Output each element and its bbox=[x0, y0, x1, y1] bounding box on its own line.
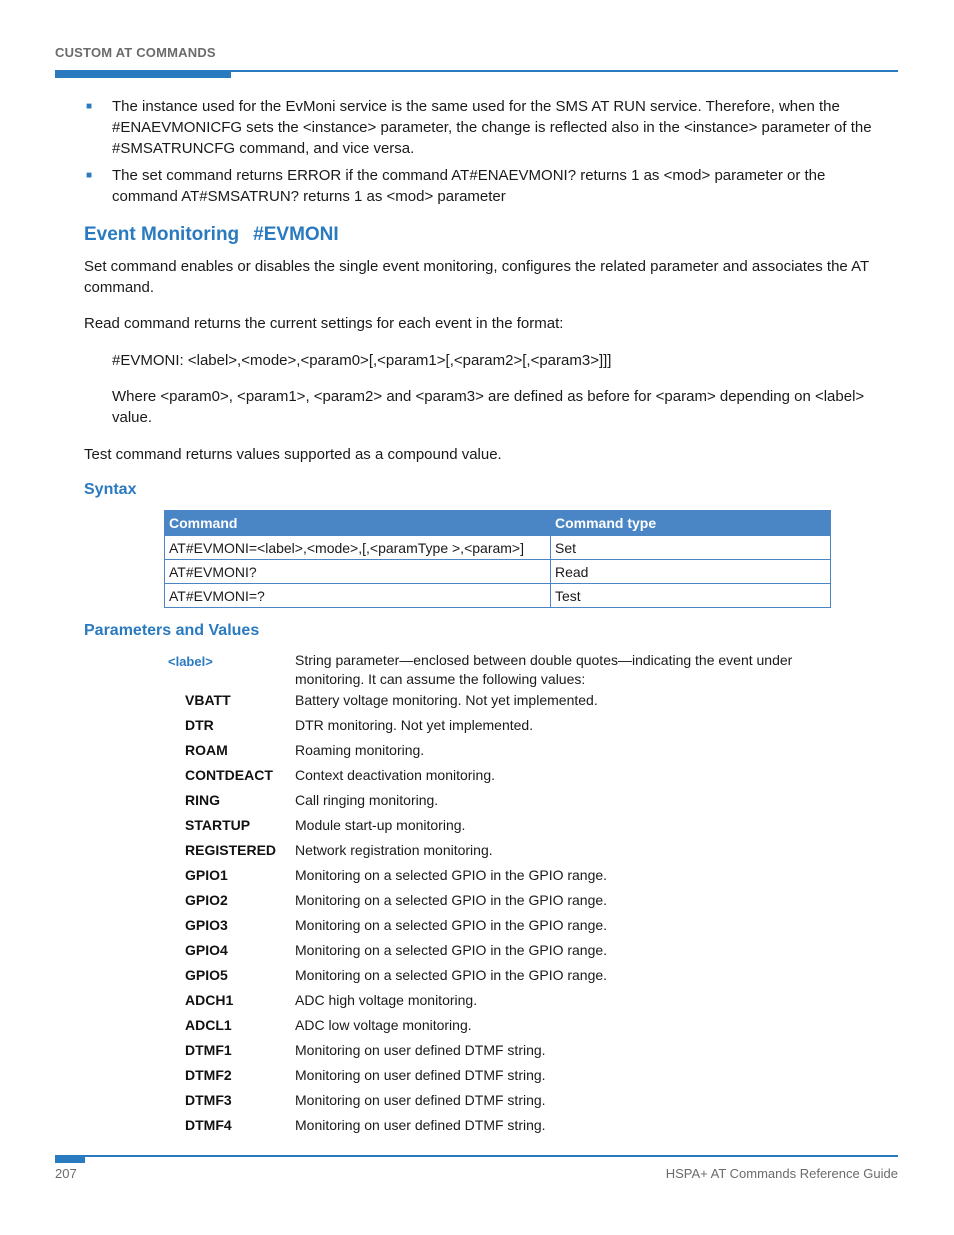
page-number: 207 bbox=[55, 1166, 77, 1181]
list-item bbox=[185, 1067, 885, 1092]
value-name: DTMF2 bbox=[185, 1067, 232, 1083]
table-row bbox=[165, 536, 831, 560]
value-name: DTMF1 bbox=[185, 1042, 232, 1058]
section-command: #EVMONI bbox=[253, 224, 339, 245]
read-format: #EVMONI: <label>,<mode>,<param0>[,<param1>[,<param2>[,<param3>]]] bbox=[112, 352, 612, 369]
command-cell: AT#EVMONI=<label>,<mode>,[,<paramType >,<param>] bbox=[165, 536, 551, 560]
syntax-table bbox=[164, 510, 831, 608]
value-name: RING bbox=[185, 792, 220, 808]
list-item bbox=[185, 842, 885, 867]
list-item bbox=[185, 767, 885, 792]
value-description: Network registration monitoring. bbox=[295, 842, 493, 858]
value-name: DTMF3 bbox=[185, 1092, 232, 1108]
value-name: DTMF4 bbox=[185, 1117, 232, 1133]
value-description: Monitoring on a selected GPIO in the GPIO range. bbox=[295, 867, 608, 883]
value-name: REGISTERED bbox=[185, 842, 277, 858]
set-description: Set command enables or disables the single event monitoring, configures the related parameter and associates the AT command. bbox=[84, 258, 869, 296]
value-name: ADCL1 bbox=[185, 1017, 232, 1033]
running-header: CUSTOM AT COMMANDS bbox=[55, 45, 216, 60]
note-2: The set command returns ERROR if the command AT#ENAEVMONI? returns 1 as <mod> parameter or the command AT#SMSATRUN? returns 1 as <mod> parameter bbox=[112, 167, 826, 205]
value-description: ADC high voltage monitoring. bbox=[295, 992, 478, 1008]
table-header-row bbox=[165, 511, 831, 536]
list-item bbox=[185, 892, 885, 917]
parameters-heading: Parameters and Values bbox=[84, 622, 260, 639]
value-name: DTR bbox=[185, 717, 214, 733]
value-name: GPIO4 bbox=[185, 942, 228, 958]
test-description: Test command returns values supported as a compound value. bbox=[84, 446, 502, 463]
value-description: Call ringing monitoring. bbox=[295, 792, 439, 808]
value-description: Monitoring on a selected GPIO in the GPIO range. bbox=[295, 917, 608, 933]
param-label-description: String parameter—enclosed between double quotes—indicating the event under monitoring. It can assume the following values: bbox=[295, 652, 793, 687]
list-item bbox=[185, 1042, 885, 1067]
command-type-cell: Read bbox=[551, 560, 831, 584]
section-title-text: Event Monitoring bbox=[84, 224, 240, 245]
command-type-cell: Test bbox=[551, 584, 831, 608]
value-description: Monitoring on a selected GPIO in the GPIO range. bbox=[295, 892, 608, 908]
table-row bbox=[165, 560, 831, 584]
list-item bbox=[185, 817, 885, 842]
value-description: DTR monitoring. Not yet implemented. bbox=[295, 717, 534, 733]
column-header: Command type bbox=[551, 511, 831, 536]
value-description: Context deactivation monitoring. bbox=[295, 767, 495, 783]
value-description: Monitoring on user defined DTMF string. bbox=[295, 1117, 546, 1133]
command-type-cell: Set bbox=[551, 536, 831, 560]
list-item bbox=[185, 792, 885, 817]
value-description: Roaming monitoring. bbox=[295, 742, 425, 758]
list-item bbox=[185, 742, 885, 767]
value-name: GPIO1 bbox=[185, 867, 228, 883]
list-item bbox=[185, 1017, 885, 1042]
footer-accent-block bbox=[55, 1155, 85, 1163]
value-name: GPIO3 bbox=[185, 917, 228, 933]
value-description: Module start-up monitoring. bbox=[295, 817, 466, 833]
note-1: The instance used for the EvMoni service is the same used for the SMS AT RUN service. Therefore, when the #ENAEVMONICFG sets the <instance> parameter, the change is reflected also in the <instance> parameter of the #SMSATRUNCFG command, and vice versa. bbox=[112, 98, 872, 157]
param-label-name: <label> bbox=[168, 654, 213, 669]
value-name: STARTUP bbox=[185, 817, 251, 833]
list-item bbox=[185, 942, 885, 967]
value-name: CONTDEACT bbox=[185, 767, 273, 783]
value-description: Monitoring on a selected GPIO in the GPIO range. bbox=[295, 967, 608, 983]
command-cell: AT#EVMONI? bbox=[165, 560, 551, 584]
list-item bbox=[185, 717, 885, 742]
table-row bbox=[165, 584, 831, 608]
square-bullet-icon: ■ bbox=[86, 101, 93, 112]
list-item bbox=[185, 917, 885, 942]
value-description: Monitoring on a selected GPIO in the GPIO range. bbox=[295, 942, 608, 958]
command-cell: AT#EVMONI=? bbox=[165, 584, 551, 608]
list-item bbox=[185, 692, 885, 717]
list-item bbox=[185, 867, 885, 892]
value-description: ADC low voltage monitoring. bbox=[295, 1017, 472, 1033]
value-description: Monitoring on user defined DTMF string. bbox=[295, 1067, 546, 1083]
square-bullet-icon: ■ bbox=[86, 170, 93, 181]
value-name: GPIO5 bbox=[185, 967, 228, 983]
where-description: Where <param0>, <param1>, <param2> and <param3> are defined as before for <param> depending on <label> value. bbox=[112, 388, 865, 426]
value-name: ROAM bbox=[185, 742, 228, 758]
value-description: Monitoring on user defined DTMF string. bbox=[295, 1092, 546, 1108]
list-item bbox=[185, 992, 885, 1017]
footer-rule bbox=[55, 1155, 898, 1157]
value-name: VBATT bbox=[185, 692, 231, 708]
value-name: GPIO2 bbox=[185, 892, 228, 908]
column-header: Command bbox=[165, 511, 551, 536]
syntax-heading: Syntax bbox=[84, 481, 137, 498]
header-accent-block bbox=[55, 70, 231, 78]
list-item bbox=[185, 967, 885, 992]
list-item bbox=[185, 1117, 885, 1142]
document-title: HSPA+ AT Commands Reference Guide bbox=[665, 1166, 898, 1181]
value-name: ADCH1 bbox=[185, 992, 234, 1008]
list-item bbox=[185, 1092, 885, 1117]
value-description: Battery voltage monitoring. Not yet implemented. bbox=[295, 692, 598, 708]
value-description: Monitoring on user defined DTMF string. bbox=[295, 1042, 546, 1058]
section-title bbox=[84, 224, 339, 246]
parameter-values-list bbox=[185, 692, 885, 1142]
read-description: Read command returns the current settings for each event in the format: bbox=[84, 315, 564, 332]
